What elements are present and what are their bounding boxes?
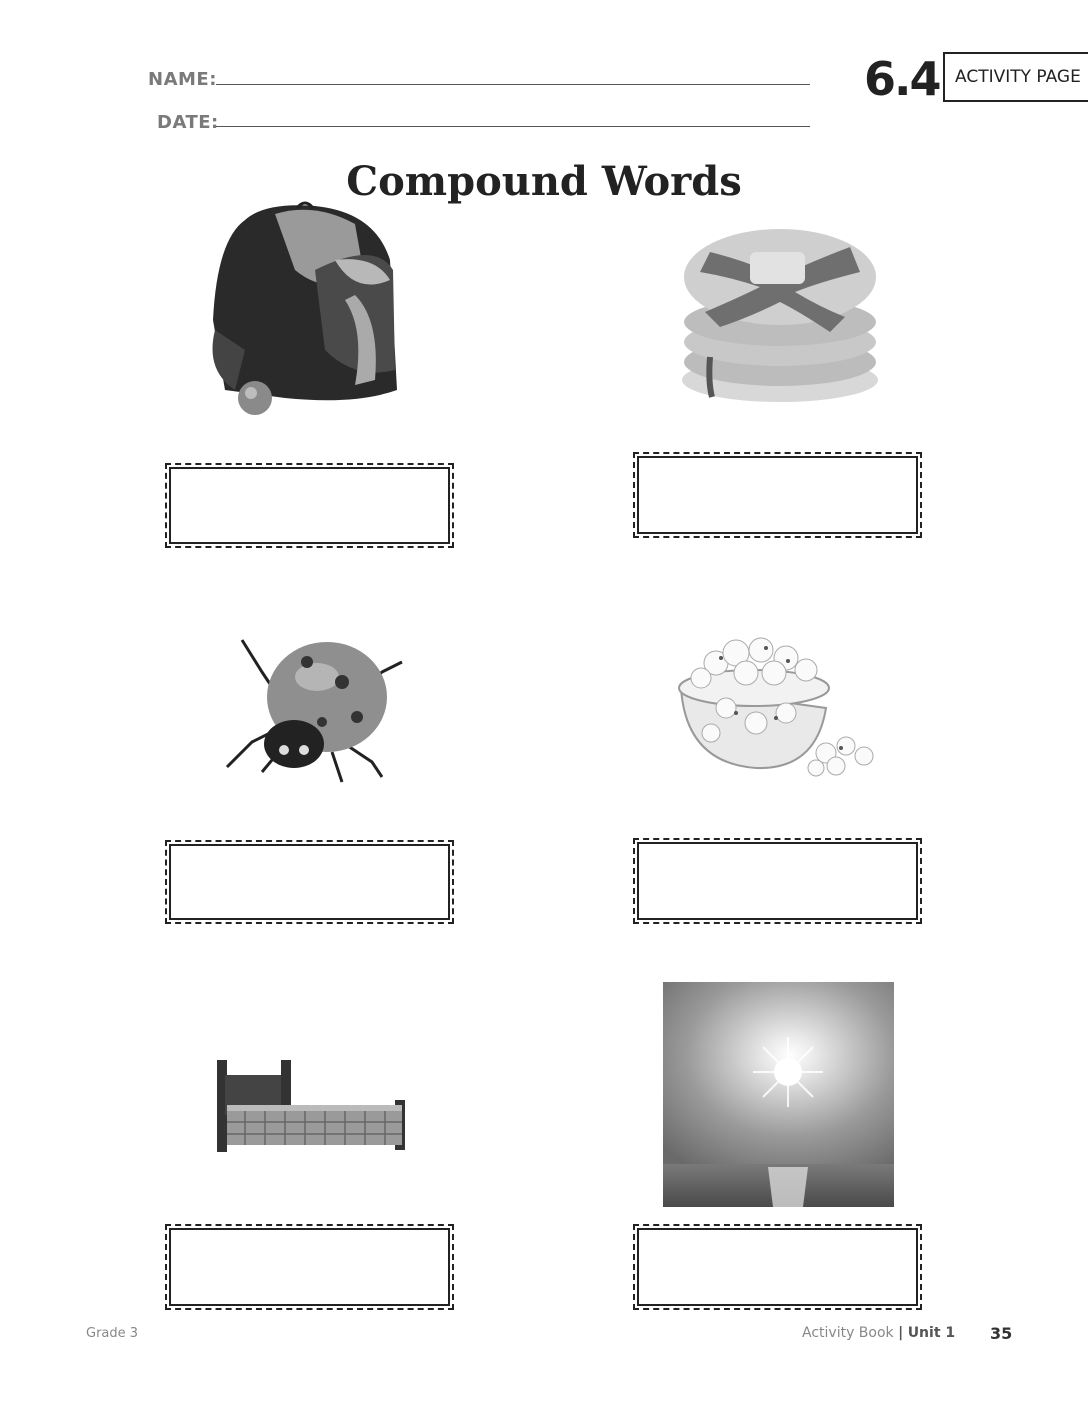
- bed-picture: [215, 1055, 410, 1155]
- activity-page-label: ACTIVITY PAGE: [955, 67, 1081, 87]
- answer-box-3[interactable]: [165, 840, 454, 924]
- footer-book-title: Activity Book: [802, 1325, 894, 1341]
- footer-grade: Grade 3: [86, 1326, 139, 1341]
- footer-separator: |: [898, 1325, 904, 1341]
- activity-page-tag: [943, 52, 1088, 102]
- name-line[interactable]: [216, 84, 810, 85]
- answer-box-5[interactable]: [165, 1224, 454, 1310]
- popcorn-picture: [676, 628, 886, 783]
- answer-field-4[interactable]: [637, 842, 918, 920]
- lesson-number: 6.4: [864, 52, 940, 106]
- answer-field-3[interactable]: [169, 844, 450, 920]
- pancakes-picture: [680, 222, 885, 405]
- answer-field-1[interactable]: [169, 467, 450, 544]
- answer-field-5[interactable]: [169, 1228, 450, 1306]
- page-title: Compound Words: [346, 158, 742, 205]
- backpack-picture: [205, 200, 405, 422]
- answer-field-6[interactable]: [637, 1228, 918, 1306]
- date-line[interactable]: [216, 126, 810, 127]
- ladybug-picture: [222, 632, 407, 787]
- answer-box-4[interactable]: [633, 838, 922, 924]
- name-label: NAME:: [148, 69, 217, 90]
- sunset-picture: [663, 982, 894, 1207]
- answer-box-6[interactable]: [633, 1224, 922, 1310]
- footer-book: [802, 1325, 955, 1341]
- footer-unit: Unit 1: [907, 1325, 956, 1341]
- page-number: 35: [990, 1324, 1013, 1343]
- answer-field-2[interactable]: [637, 456, 918, 534]
- answer-box-2[interactable]: [633, 452, 922, 538]
- date-label: DATE:: [157, 112, 219, 133]
- answer-box-1[interactable]: [165, 463, 454, 548]
